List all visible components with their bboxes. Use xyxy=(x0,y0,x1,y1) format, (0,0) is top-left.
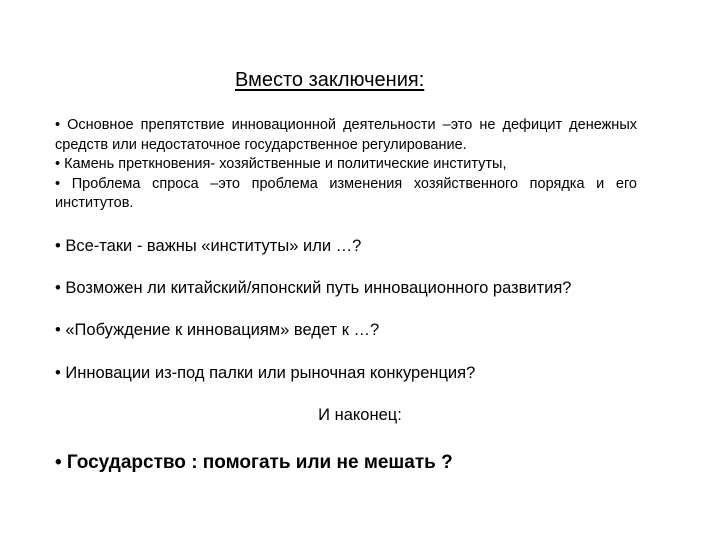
question-1: • Все-таки - важны «институты» или …? xyxy=(55,237,362,255)
final-question: • Государство : помогать или не мешать ? xyxy=(55,452,453,473)
intro-point-2: • Камень преткновения- хозяйственные и политические институты, xyxy=(55,156,507,172)
finally-label: И наконец: xyxy=(318,406,402,424)
intro-point-3: • Проблема спроса –это проблема изменения хозяйственного порядка и его институтов. xyxy=(55,175,637,211)
question-2: • Возможен ли китайский/японский путь инновационного развития? xyxy=(55,279,572,297)
intro-point-1: • Основное препятствие инновационной деятельности –это не дефицит денежных средств или недостаточное государственное регулирование. xyxy=(55,117,637,153)
question-4: • Инновации из-под палки или рыночная конкуренция? xyxy=(55,364,476,382)
intro-points xyxy=(55,116,637,214)
question-3: • «Побуждение к инновациям» ведет к …? xyxy=(55,321,380,339)
slide-title: Вместо заключения: xyxy=(235,69,425,91)
